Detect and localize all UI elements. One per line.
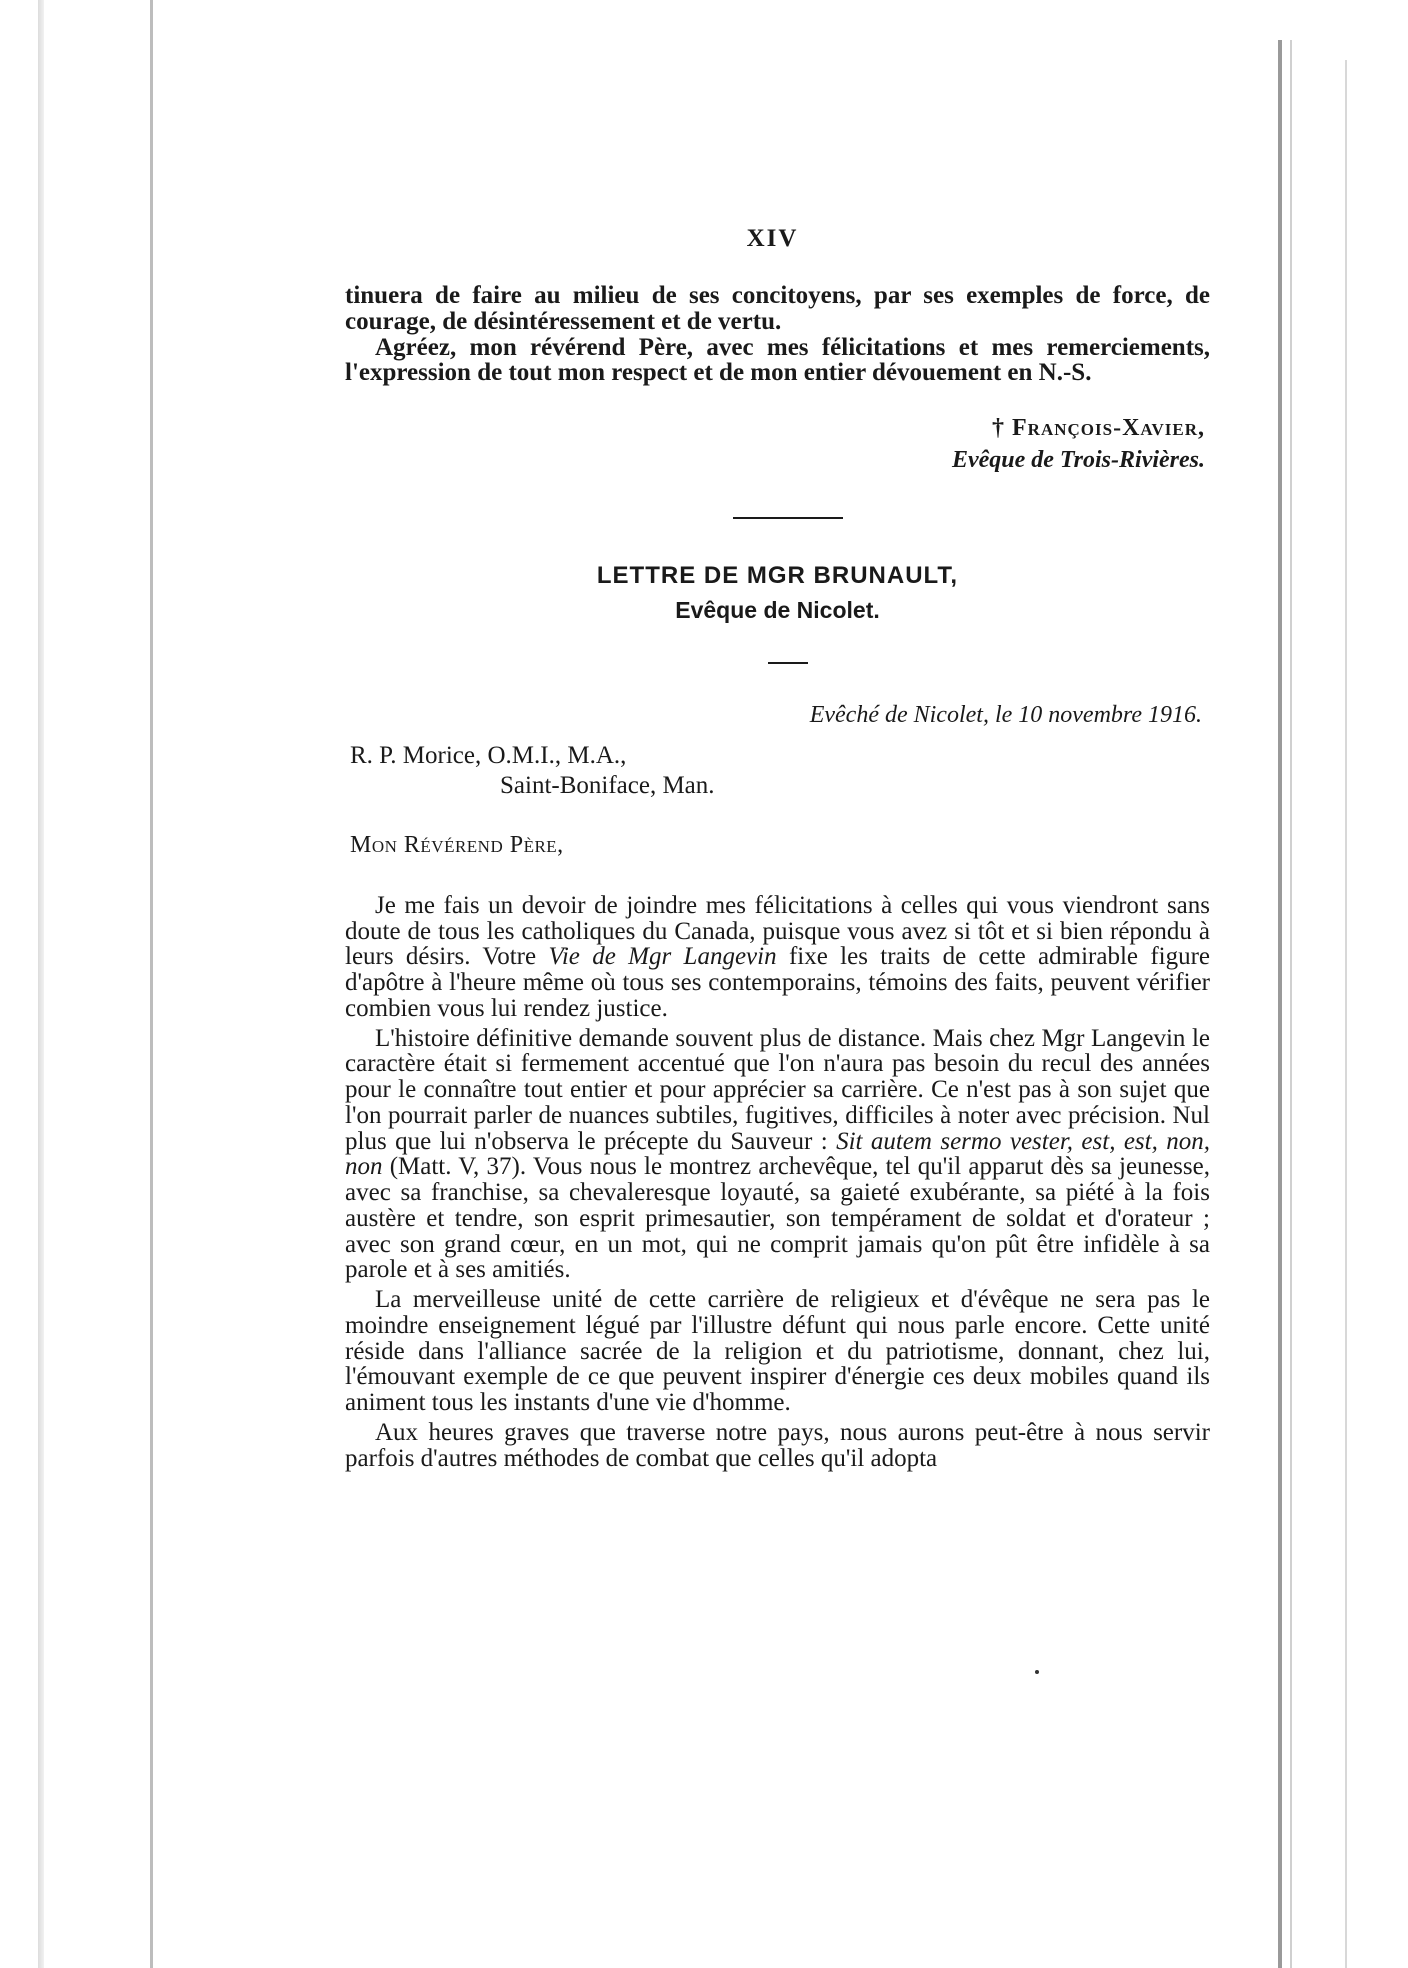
section-divider (733, 517, 843, 519)
latin-quote: Sit autem sermo vester, est, est, non, non (345, 1127, 1211, 1181)
letter-paragraph-4: Aux heures graves que traverse notre pays, nous aurons peut-être à nous servir parfois d'autres méthodes de combat que celles qu'il adopta (345, 1418, 1210, 1472)
letter-title: LETTRE DE MGR BRUNAULT, (596, 561, 959, 589)
letter-subtitle: Evêque de Nicolet. (675, 596, 880, 623)
letter-dateline: Evêché de Nicolet, le 10 novembre 1916. (809, 701, 1202, 728)
ink-speck (1035, 1670, 1039, 1674)
letter-paragraph-3: La merveilleuse unité de cette carrière de religieux et d'évêque ne sera pas le moindre enseignement légué par l'illustre défunt qui nous parle encore. Cette unité réside dans l'alliance sacrée de la religion et du patriotisme, donnant, chez lui, l'émouvant exemple de ce que peuvent inspirer d'énergie ces deux mobiles quand ils animent tous les instants d'une vie d'homme. (345, 1286, 1210, 1417)
text-run: (Matt. V, 37). Vous nous le montrez archevêque, tel qu'il apparut dès sa jeunesse, avec sa franchise, sa chevaleresque loyauté, sa gaieté exubérante, sa piété à la fois austère et tendre, son esprit primesautier, son tempérament de soldat et d'orateur ; avec son grand cœur, en un mot, qui ne comprit jamais qu'on pût être infidèle à sa parole et à ses amitiés. (345, 1153, 1210, 1284)
addressee-name: R. P. Morice, O.M.I., M.A., (350, 741, 627, 769)
signature-title: Evêque de Trois-Rivières. (951, 447, 1205, 474)
signature-name: † François-Xavier, (992, 415, 1205, 441)
signature-block (345, 412, 1205, 477)
letter-paragraph-2 (345, 1026, 1210, 1284)
title-divider (768, 662, 808, 664)
scan-edge-left (38, 0, 44, 1968)
addressee-block (350, 741, 1210, 802)
letter-paragraph-1 (345, 893, 1210, 1022)
page-edge-right-inner (1290, 40, 1292, 1968)
salutation: Mon Révérend Père, (350, 831, 564, 858)
page-content (345, 225, 1210, 1475)
page-edge-right (1278, 40, 1282, 1968)
scan-edge-right (1345, 60, 1347, 1968)
closing-paragraph: Agréez, mon révérend Père, avec mes félicitations et mes remerciements, l'expression de tout mon respect et de mon entier dévouement en N.-S. (345, 333, 1210, 387)
text-run: Je me fais un devoir de joindre mes félicitations à celles qui vous viendront sans doute de tous les catholiques du Canada, puisque vous avez si tôt et si bien répondu à leurs désirs. Votre (345, 891, 1210, 971)
letter-body (345, 893, 1210, 1472)
continuation-paragraph: tinuera de faire au milieu de ses concitoyens, par ses exemples de force, de courage, de désintéressement et de vertu. (345, 282, 1210, 335)
page-edge-left (150, 0, 153, 1968)
text-run: fixe les traits de cette admirable figure d'apôtre à l'heure même où tous ses contemporains, témoins des faits, peuvent vérifier combien vous lui rendez justice. (345, 943, 1211, 1022)
text-run: L'histoire définitive demande souvent plus de distance. Mais chez Mgr Langevin le caractère était si fermement accentué que l'on n'aura pas besoin du recul des années pour le connaître tout entier et pour apprécier sa carrière. Ce n'est pas à son sujet que l'on pourrait parler de nuances subtiles, fugitives, difficiles à noter avec précision. Nul plus que lui n'observa le précepte du Sauveur : (345, 1024, 1210, 1155)
book-title: Vie de Mgr Langevin (548, 943, 777, 971)
page-number: XIV (746, 225, 799, 252)
addressee-location: Saint-Boniface, Man. (500, 772, 715, 800)
